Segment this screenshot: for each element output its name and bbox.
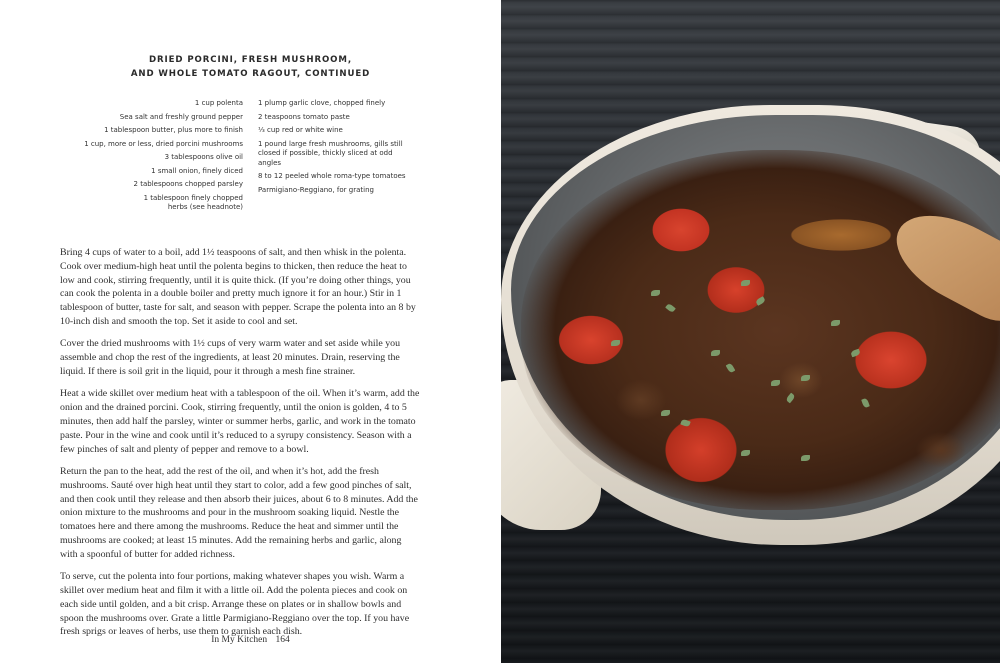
title-line: DRIED PORCINI, FRESH MUSHROOM, xyxy=(148,55,352,65)
ingredient-item: Sea salt and freshly ground pepper xyxy=(119,112,243,121)
mushroom-tomato-ragout xyxy=(521,150,1000,510)
herb-leaf-icon xyxy=(771,380,780,386)
title-line: AND WHOLE TOMATO RAGOUT, CONTINUED xyxy=(130,69,371,79)
ingredient-item: 3 tablespoons olive oil xyxy=(164,153,243,161)
page-footer xyxy=(0,635,501,645)
ingredient-item: 2 teaspoons tomato paste xyxy=(258,112,350,121)
herb-leaf-icon xyxy=(801,375,810,381)
ingredient-column-left xyxy=(43,99,243,217)
herb-leaf-icon xyxy=(611,340,620,346)
ingredient-item: ⅓ cup red or white wine xyxy=(258,126,343,134)
page-number: 164 xyxy=(275,635,290,645)
ingredient-item: 1 small onion, finely diced xyxy=(151,166,243,175)
herb-leaf-icon xyxy=(801,455,810,461)
ingredient-item: 1 tablespoon butter, plus more to finish xyxy=(104,126,243,134)
ingredient-item: Parmigiano-Reggiano, for grating xyxy=(258,185,374,194)
herb-leaf-icon xyxy=(651,290,660,296)
method-paragraph: Cover the dried mushrooms with 1½ cups of very warm water and set aside while you assemble and chop the rest of the ingredients, at least 20 minutes. Drain, reserving the liquid. If there is soil grit in the liquid, pour it through a mesh fine strainer. xyxy=(60,338,401,377)
ingredient-item: 1 cup polenta xyxy=(194,99,243,107)
ingredient-item: 1 cup, more or less, dried porcini mushrooms xyxy=(84,139,243,148)
method-paragraph: Bring 4 cups of water to a boil, add 1½ teaspoons of salt, and then whisk in the polenta. Cook over medium-high heat until the polenta begins to thicken, then reduce the heat to low and cook, stirring frequently, until it is quite thick. (If you’re doing other things, you can cook the polenta in a double boiler and pretty much ignore it for an hour.) Stir in 1 tablespoon of butter, taste for salt, and season with pepper. Scrape the polenta into an 8 by 10-inch dish and smooth the top. Set it aside to cool and set. xyxy=(60,247,416,327)
ingredient-item: 2 tablespoons chopped parsley xyxy=(133,180,243,188)
running-head: In My Kitchen xyxy=(211,635,268,645)
method-paragraph: To serve, cut the polenta into four portions, making whatever shapes you wish. Warm a skillet over medium heat and film it with a little oil. Add the polenta pieces and cook on each side until golden, and a bit crisp. Arrange these on plates or in shallow bowls and spoon the mushrooms over. Grate a little Parmigiano-Reggiano over the top. If you have fresh sprigs or leaves of herbs, use them to garnish each dish. xyxy=(60,571,410,638)
method-text xyxy=(60,246,420,648)
method-paragraph: Return the pan to the heat, add the rest of the oil, and when it’s hot, add the fresh mushrooms. Sauté over high heat until they start to color, add a few good pinches of salt, and then cook until they release and then absorb their juices, about 6 to 8 minutes. Add the onion mixture to the mushrooms and pour in the mushroom soaking liquid. Nestle the tomatoes here and there among the mushrooms. Reduce the heat and simmer until the mushrooms are cooked; at least 15 minutes. Add the remaining herbs and garlic, along with a spoonful of butter for added richness. xyxy=(60,465,418,560)
herb-leaf-icon xyxy=(661,410,670,416)
ingredient-column-right xyxy=(258,99,458,199)
ingredient-item: 1 plump garlic clove, chopped finely xyxy=(258,99,386,107)
ingredient-item: 8 to 12 peeled whole roma-type tomatoes xyxy=(258,172,406,180)
herb-leaf-icon xyxy=(711,350,720,356)
recipe-title xyxy=(0,53,501,81)
herb-leaf-icon xyxy=(741,450,750,456)
ingredient-item: 1 pound large fresh mushrooms, gills still closed if possible, thickly sliced at odd angles xyxy=(258,139,403,167)
food-photo xyxy=(501,0,1000,663)
herb-leaf-icon xyxy=(831,320,840,326)
method-paragraph: Heat a wide skillet over medium heat with a tablespoon of the oil. When it’s warm, add the onion and the drained porcini. Cook, stirring frequently, until the onion is golden, 4 to 5 minutes, then add half the parsley, winter or summer herbs, garlic, and work in the tomato paste. Pour in the wine and cook until it’s reduced to a syrupy consistency. Season with a few pinches of salt and plenty of pepper and remove to a bowl. xyxy=(60,388,420,455)
herb-leaf-icon xyxy=(741,280,750,286)
ingredient-item: 1 tablespoon finely chopped herbs (see headnote) xyxy=(143,193,243,211)
